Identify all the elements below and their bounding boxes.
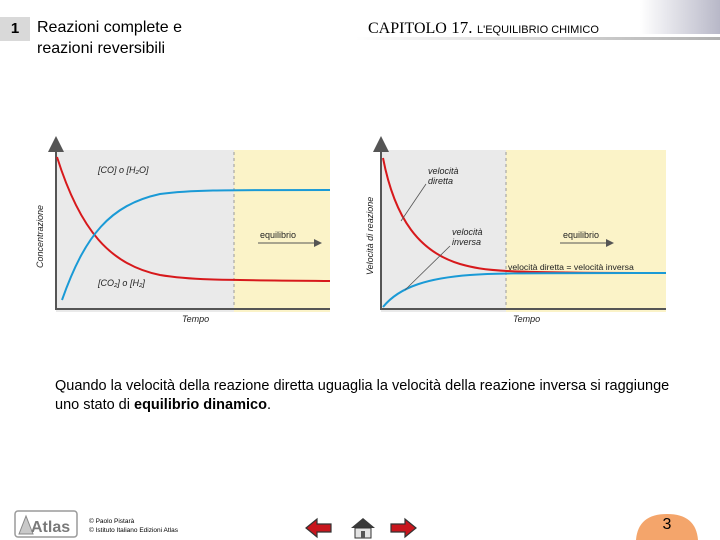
home-button[interactable]: [348, 516, 378, 540]
right-figure: [365, 140, 666, 324]
forward-label-line1: velocità: [428, 166, 459, 176]
credit-line1: © Paolo Pistarà: [89, 518, 135, 525]
page-number: 3: [662, 516, 672, 533]
prev-arrow-button[interactable]: [304, 516, 334, 540]
left-equilibrium-label: equilibrio: [260, 230, 297, 240]
right-y-axis-label: Velocità di reazione: [365, 196, 375, 275]
page-number-badge: [624, 512, 710, 540]
atlas-logo: [14, 510, 78, 538]
caption-text: Quando la velocità della reazione diretta uguaglia la velocità della reazione inversa si raggiunge uno stato di: [55, 378, 670, 413]
forward-label-line2: diretta: [428, 176, 454, 186]
right-x-axis-label: Tempo: [513, 314, 541, 324]
rates-equal-label: velocità diretta = velocità inversa: [508, 262, 634, 272]
left-x-axis-label: Tempo: [182, 314, 210, 324]
chapter-number: 17.: [451, 18, 473, 37]
left-top-curve-label: [CO] o [H₂O]: [98, 165, 149, 175]
caption: [55, 377, 675, 415]
home-icon: [351, 518, 375, 538]
right-equilibrium-label: equilibrio: [563, 230, 600, 240]
reverse-label-line2: inversa: [452, 237, 482, 247]
logo-text: Atlas: [31, 519, 71, 536]
caption-bold: equilibrio dinamico: [134, 397, 267, 413]
chapter-name: L'EQUILIBRIO CHIMICO: [476, 24, 599, 36]
section-title-line2: reazioni reversibili: [37, 40, 166, 57]
right-arrow-icon: [391, 519, 416, 537]
credits: [89, 517, 178, 535]
left-y-axis-label: Concentrazione: [35, 204, 45, 268]
section-number-badge: 1: [0, 17, 30, 41]
left-arrow-icon: [306, 519, 331, 537]
reverse-label-line1: velocità: [452, 227, 483, 237]
next-arrow-button[interactable]: [388, 516, 418, 540]
left-bottom-curve-label: [CO₂] o [H₂]: [98, 278, 145, 288]
left-figure: [35, 140, 330, 324]
credit-line2: © Istituto Italiano Edizioni Atlas: [89, 527, 178, 534]
caption-end: .: [266, 397, 271, 413]
chapter-word: CAPITOLO: [368, 20, 447, 37]
section-title-line1: Reazioni complete e: [37, 19, 182, 36]
